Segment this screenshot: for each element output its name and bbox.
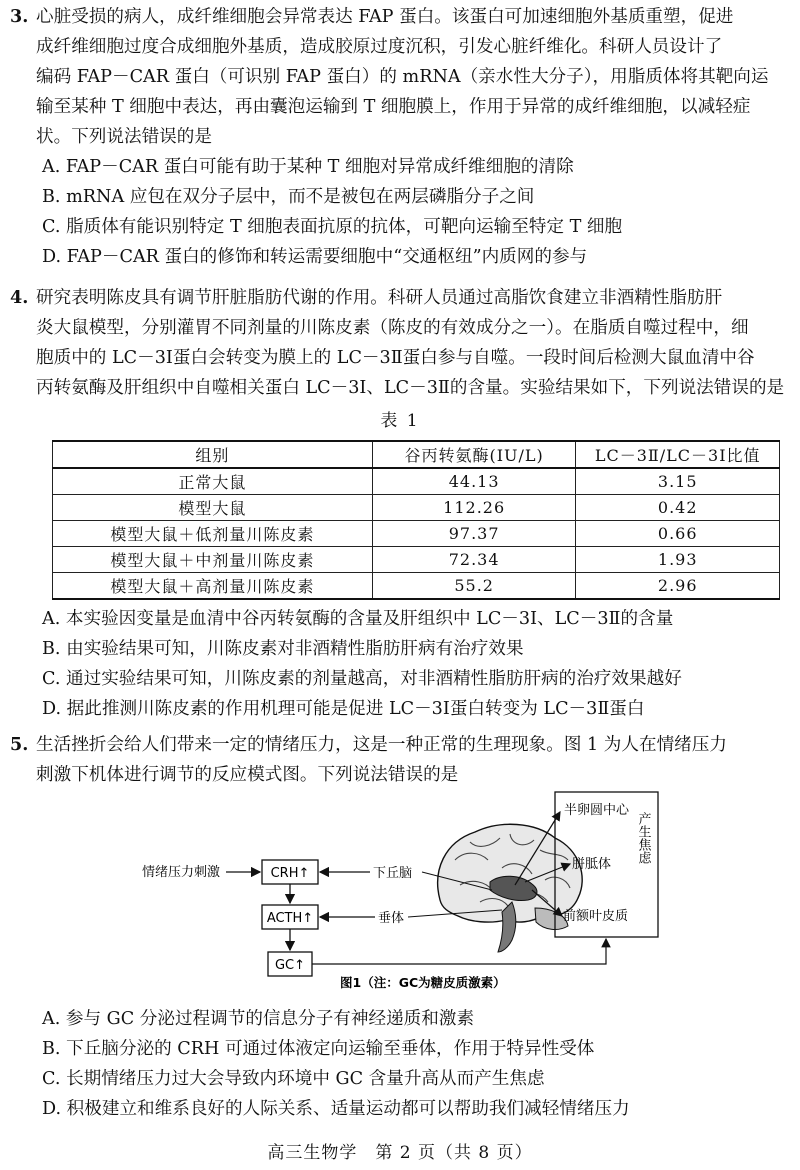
acth-label: ACTH↑ <box>266 911 314 926</box>
page-footer: 高三生物学 第 2 页（共 8 页） <box>267 1143 533 1163</box>
brain-illustration <box>438 824 583 952</box>
table-cell: 0.42 <box>576 495 780 521</box>
question-text: 胞质中的 LC－3Ⅰ蛋白会转变为膜上的 LC－3Ⅱ蛋白参与自噬。一段时间后检测大鼠血清中谷 <box>36 348 755 368</box>
question-3 <box>10 2 782 272</box>
question-text: 状。下列说法错误的是 <box>36 127 212 147</box>
gc-feedback-arrow <box>312 939 606 964</box>
stress-response-diagram <box>140 790 660 995</box>
question-4-options <box>10 604 782 724</box>
results-table <box>52 440 780 600</box>
table-cell: 55.2 <box>372 573 576 600</box>
table-caption: 表 1 <box>380 411 420 431</box>
figure-1 <box>140 790 660 995</box>
corpus-callosum-label: 胼胝体 <box>572 857 612 872</box>
table-cell: 3.15 <box>576 468 780 495</box>
option-b: B. 下丘脑分泌的 CRH 可通过体液定向运输至垂体，作用于特异性受体 <box>42 1039 595 1059</box>
table-row <box>53 547 780 573</box>
question-number: 3. <box>10 6 29 27</box>
semicircular-label: 半卵圆中心 <box>564 803 630 818</box>
prefrontal-label: 前额叶皮质 <box>563 909 629 924</box>
question-text: 心脏受损的病人，成纤维细胞会异常表达 FAP 蛋白。该蛋白可加速细胞外基质重塑，促进 <box>36 7 734 27</box>
option-d: D. 积极建立和维系良好的人际关系、适量运动都可以帮助我们减轻情绪压力 <box>42 1099 630 1119</box>
table-cell: 0.66 <box>576 521 780 547</box>
question-text: 成纤维细胞过度合成细胞外基质，造成胶原过度沉积，引发心脏纤维化。科研人员设计了 <box>36 37 723 57</box>
table-cell: 正常大鼠 <box>53 468 373 495</box>
hypothalamus-label: 下丘脑 <box>373 866 413 881</box>
question-text: 刺激下机体进行调节的反应模式图。下列说法错误的是 <box>36 765 459 785</box>
crh-label: CRH↑ <box>270 866 310 881</box>
table-row <box>53 495 780 521</box>
option-a: A. 参与 GC 分泌过程调节的信息分子有神经递质和激素 <box>42 1009 475 1029</box>
option-a: A. 本实验因变量是血清中谷丙转氨酶的含量及肝组织中 LC－3Ⅰ、LC－3Ⅱ的含量 <box>42 609 674 629</box>
table-cell: 1.93 <box>576 547 780 573</box>
option-c: C. 脂质体有能识别特定 T 细胞表面抗原的抗体，可靶向运输至特定 T 细胞 <box>42 217 623 237</box>
table-row <box>53 521 780 547</box>
question-text: 炎大鼠模型，分别灌胃不同剂量的川陈皮素（陈皮的有效成分之一）。在脂质自噬过程中，细 <box>36 318 749 338</box>
figure-caption: 图1（注：GC为糖皮质激素） <box>340 975 506 990</box>
question-text: 丙转氨酶及肝组织中自噬相关蛋白 LC－3Ⅰ、LC－3Ⅱ的含量。实验结果如下，下列说法错误的是 <box>36 378 785 398</box>
question-number: 5. <box>10 734 29 755</box>
table-cell: 44.13 <box>372 468 576 495</box>
table-header: LC－3Ⅱ/LC－3Ⅰ比值 <box>576 441 780 468</box>
option-b: B. mRNA 应包在双分子层中，而不是被包在两层磷脂分子之间 <box>42 187 535 207</box>
option-d: D. 据此推测川陈皮素的作用机理可能是促进 LC－3Ⅰ蛋白转变为 LC－3Ⅱ蛋白 <box>42 699 645 719</box>
table-cell: 72.34 <box>372 547 576 573</box>
table-header-row <box>53 441 780 468</box>
table-cell: 97.37 <box>372 521 576 547</box>
question-number: 4. <box>10 287 29 308</box>
anxiety-label: 产生焦虑 <box>635 812 651 864</box>
table-row <box>53 573 780 600</box>
table-cell: 模型大鼠＋低剂量川陈皮素 <box>53 521 373 547</box>
stimulus-label: 情绪压力刺激 <box>142 865 221 880</box>
question-text: 研究表明陈皮具有调节肝脏脂肪代谢的作用。科研人员通过高脂饮食建立非酒精性脂肪肝 <box>36 288 723 308</box>
table-cell: 112.26 <box>372 495 576 521</box>
question-5 <box>10 730 782 790</box>
table-header: 组别 <box>53 441 373 468</box>
table-row <box>53 468 780 495</box>
table-cell: 模型大鼠＋中剂量川陈皮素 <box>53 547 373 573</box>
question-text: 编码 FAP－CAR 蛋白（可识别 FAP 蛋白）的 mRNA（亲水性大分子），用脂质体将其靶向运 <box>36 67 769 87</box>
table-cell: 模型大鼠 <box>53 495 373 521</box>
question-4 <box>10 283 785 403</box>
option-c: C. 长期情绪压力过大会导致内环境中 GC 含量升高从而产生焦虑 <box>42 1069 545 1089</box>
gc-label: GC↑ <box>274 958 306 973</box>
pituitary-label: 垂体 <box>378 911 405 926</box>
option-a: A. FAP－CAR 蛋白可能有助于某种 T 细胞对异常成纤维细胞的清除 <box>42 157 574 177</box>
option-c: C. 通过实验结果可知，川陈皮素的剂量越高，对非酒精性脂肪肝病的治疗效果越好 <box>42 669 682 689</box>
table-header: 谷丙转氨酶(IU/L) <box>372 441 576 468</box>
question-text: 输至某种 T 细胞中表达，再由囊泡运输到 T 细胞膜上，作用于异常的成纤维细胞，以减轻症 <box>36 97 751 117</box>
option-d: D. FAP－CAR 蛋白的修饰和转运需要细胞中“交通枢纽”内质网的参与 <box>42 247 588 267</box>
question-5-options <box>10 1004 782 1124</box>
table-cell: 2.96 <box>576 573 780 600</box>
option-b: B. 由实验结果可知，川陈皮素对非酒精性脂肪肝病有治疗效果 <box>42 639 524 659</box>
table-cell: 模型大鼠＋高剂量川陈皮素 <box>53 573 373 600</box>
question-text: 生活挫折会给人们带来一定的情绪压力，这是一种正常的生理现象。图 1 为人在情绪压力 <box>36 735 727 755</box>
